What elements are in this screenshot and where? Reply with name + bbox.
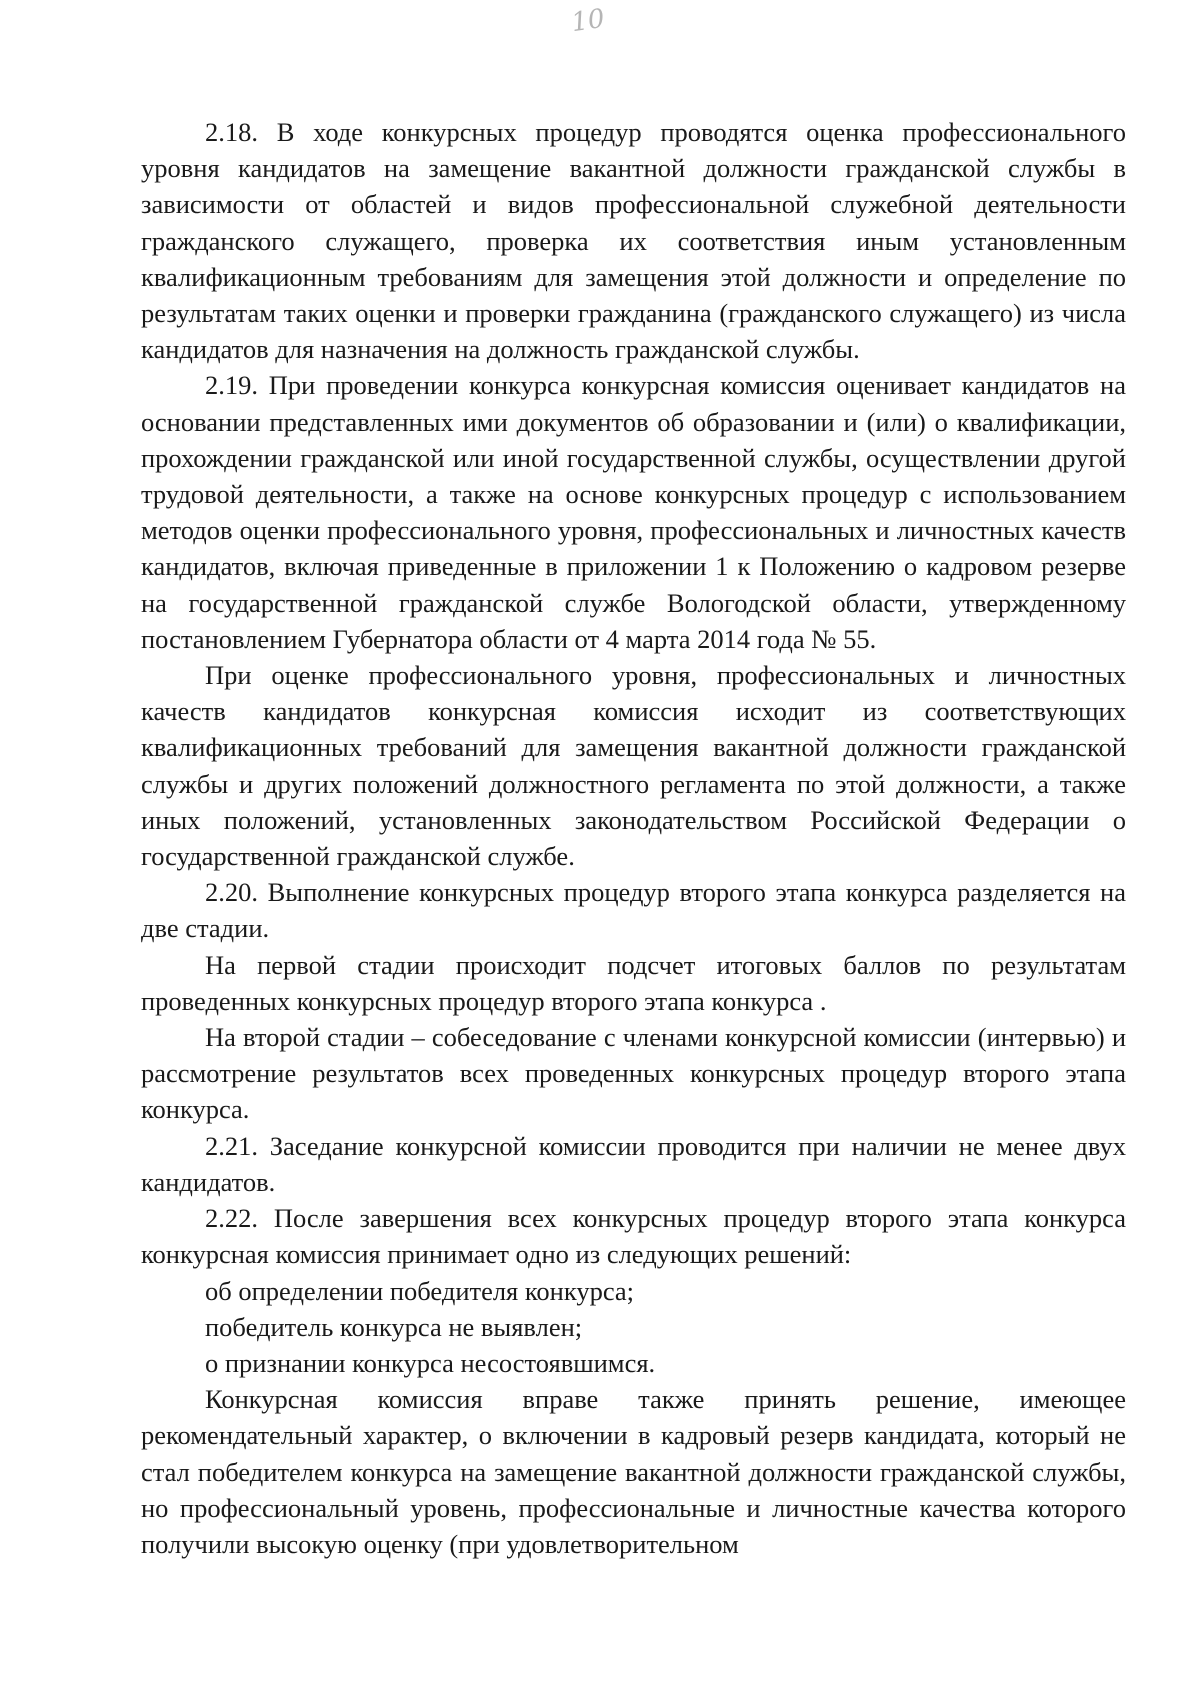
paragraph-2-19: 2.19. При проведении конкурса конкурсная комиссия оценивает кандидатов на основании представленных ими документов об образовании и (или) о квалификации, прохождении гражданской или иной государственной службы, осуществлении другой трудовой деятельности, а также на основе конкурсных процедур с использованием методов оценки профессионального уровня, профессиональных и личностных качеств кандидатов, включая приведенные в приложении 1 к Положению о кадровом резерве на государственной гражданской службе Вологодской области, утвержденному постановлением Губернатора области от 4 марта 2014 года № 55. [141, 370, 1126, 654]
paragraph-reserve-recommendation: Конкурсная комиссия вправе также принять решение, имеющее рекомендательный характер, о включении в кадровый резерв кандидата, который не стал победителем конкурса на замещение вакантной должности гражданской службы, но профессиональный уровень, профессиональные и личностные качества которого получили высокую оценку (при удовлетворительном [141, 1384, 1126, 1559]
decision-item-winner-determined: об определении победителя конкурса; [205, 1275, 635, 1306]
paragraph-2-18: 2.18. В ходе конкурсных процедур проводятся оценка профессионального уровня кандидатов на замещение вакантной должности гражданской службы в зависимости от областей и видов профессиональной служебной деятельности гражданского служащего, проверка их соответствия иным установленным квалификационным требованиям для замещения этой должности и определение по результатам таких оценки и проверки гражданина (гражданского служащего) из числа кандидатов для назначения на должность гражданской службы. [141, 117, 1126, 365]
paragraph-2-20: 2.20. Выполнение конкурсных процедур второго этапа конкурса разделяется на две стадии. [141, 877, 1126, 944]
page-number: 10 [569, 3, 607, 39]
decision-item-failed-contest: о признании конкурса несостоявшимся. [205, 1347, 656, 1378]
paragraph-first-stage: На первой стадии происходит подсчет итоговых баллов по результатам проведенных конкурсных процедур второго этапа конкурса . [141, 949, 1126, 1016]
paragraph-2-21: 2.21. Заседание конкурсной комиссии проводится при наличии не менее двух кандидатов. [141, 1130, 1126, 1197]
paragraph-second-stage: На второй стадии – собеседование с членами конкурсной комиссии (интервью) и рассмотрение результатов всех проведенных конкурсных процедур второго этапа конкурса. [141, 1022, 1126, 1125]
document-body [141, 114, 1126, 1562]
paragraph-evaluation-criteria: При оценке профессионального уровня, профессиональных и личностных качеств кандидатов конкурсная комиссия исходит из соответствующих квалификационных требований для замещения вакантной должности гражданской службы и других положений должностного регламента по этой должности, а также иных положений, установленных законодательством Российской Федерации о государственной гражданской службе. [141, 660, 1126, 872]
decision-item-no-winner: победитель конкурса не выявлен; [205, 1311, 583, 1342]
paragraph-2-22: 2.22. После завершения всех конкурсных процедур второго этапа конкурса конкурсная комиссия принимает одно из следующих решений: [141, 1203, 1126, 1270]
